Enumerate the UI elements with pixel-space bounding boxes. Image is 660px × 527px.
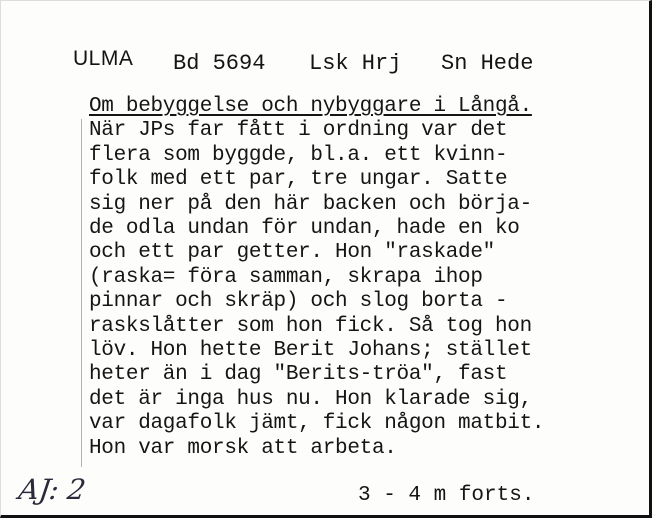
- text-line: var dagafolk jämt, fick någon matbit.: [89, 412, 545, 436]
- margin-rule: [81, 119, 82, 467]
- text-line: pinnar och skräp) och slog borta -: [89, 290, 508, 314]
- volume-number: Bd 5694: [173, 51, 266, 76]
- continuation-note: 3 - 4 m forts.: [358, 484, 535, 507]
- text-line: sig ner på den här backen och börja-: [89, 192, 532, 216]
- text-line-title: Om bebyggelse och nybyggare i Långå.: [89, 95, 532, 118]
- text-line: och ett par getter. Hon "raskade": [89, 241, 495, 265]
- record-text: [89, 95, 649, 461]
- archive-code: ULMA: [73, 47, 134, 70]
- text-line: löv. Hon hette Berit Johans; stället: [89, 339, 532, 363]
- text-line: (raska= föra samman, skrapa ihop: [89, 265, 483, 289]
- text-line: det är inga hus nu. Hon klarade sig,: [89, 387, 532, 411]
- parish-name: Sn Hede: [441, 51, 534, 76]
- text-line: Hon var morsk att arbeta.: [89, 436, 397, 460]
- text-line: folk med ett par, tre ungar. Satte: [89, 168, 508, 192]
- text-line: de odla undan för undan, hade en ko: [89, 217, 520, 241]
- text-line: flera som byggde, bl.a. ett kvinn-: [89, 143, 508, 167]
- handwritten-mark: AJ: 2: [16, 473, 88, 506]
- text-line: raskslåtter som hon fick. Så tog hon: [89, 314, 532, 338]
- collection-code: Lsk Hrj: [309, 51, 402, 76]
- text-line: När JPs far fått i ordning var det: [89, 119, 508, 143]
- text-line: heter än i dag "Berits-tröa", fast: [89, 363, 508, 387]
